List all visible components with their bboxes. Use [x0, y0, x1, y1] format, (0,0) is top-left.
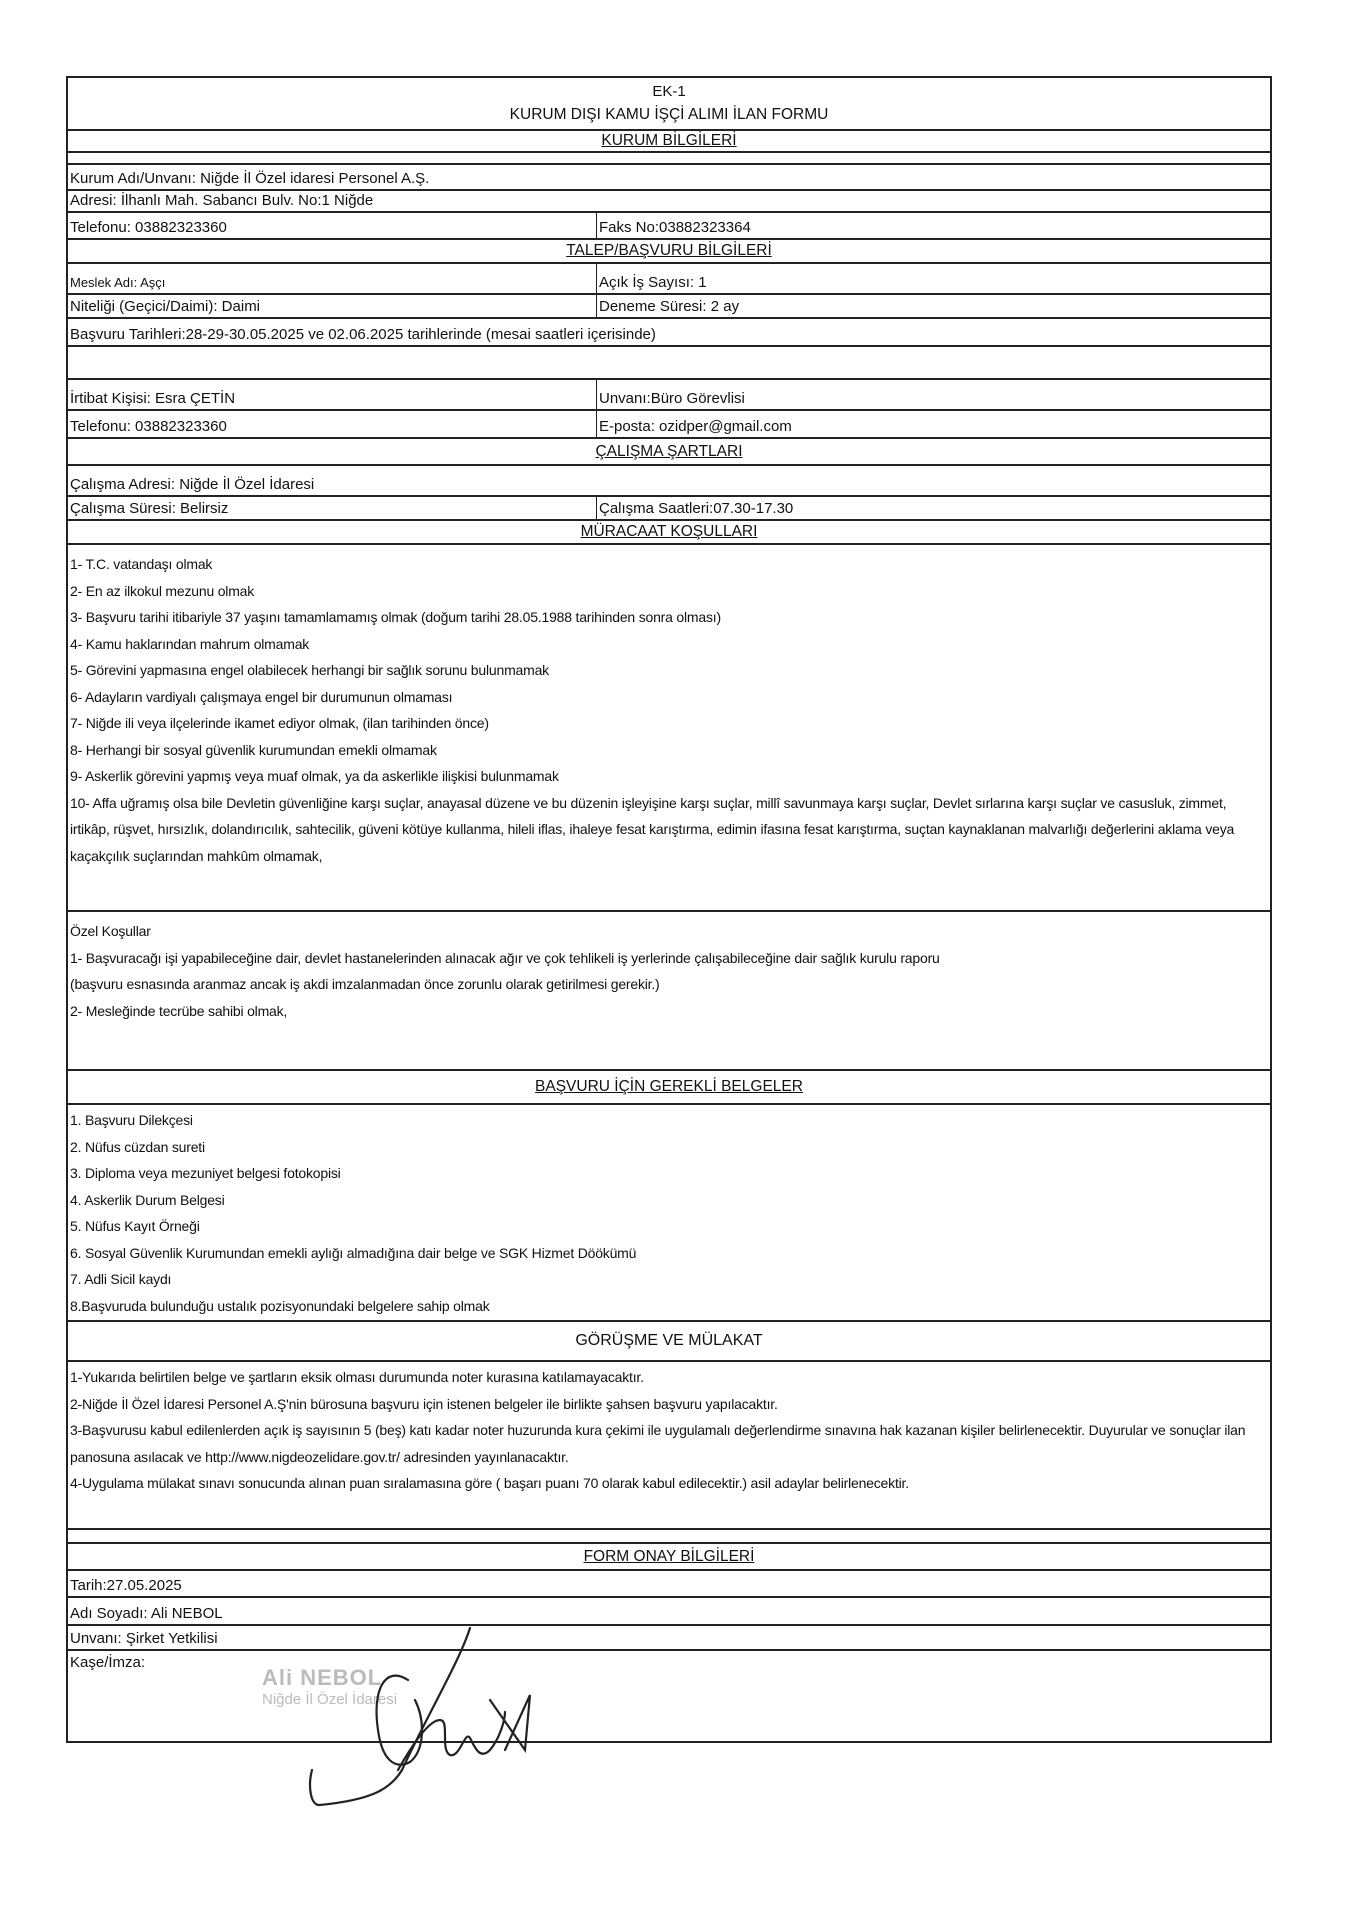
document-item: 5. Nüfus Kayıt Örneği: [70, 1218, 200, 1235]
open-positions: Açık İş Sayısı: 1: [599, 273, 707, 291]
job-posting-form: [66, 76, 1272, 1743]
work-duration-row: [68, 497, 1270, 521]
special-condition-item: 1- Başvuracağı işi yapabileceğine dair, devlet hastanelerinden alınacak ağır ve çok tehlikeli iş yerlerinde çalışabileceğine dair sağlık kurulu raporu: [70, 949, 940, 966]
annex-label: EK-1: [652, 82, 686, 100]
documents-list: [68, 1105, 1270, 1322]
approver-name: Adı Soyadı: Ali NEBOL: [70, 1604, 223, 1622]
section-title: GÖRÜŞME VE MÜLAKAT: [575, 1331, 763, 1349]
section-header-gorusme: [68, 1322, 1270, 1362]
section-title: ÇALIŞMA ŞARTLARI: [595, 442, 743, 460]
condition-item: 3- Başvuru tarihi itibariyle 37 yaşını tamamlamamış olmak (doğum tarihi 28.05.1988 tarihinden sonra olması): [70, 609, 721, 626]
document-item: 4. Askerlik Durum Belgesi: [70, 1191, 225, 1208]
contact-phone-row: [68, 411, 1270, 439]
institution-name-row: [68, 165, 1270, 191]
contact-title: Unvanı:Büro Görevlisi: [599, 389, 745, 407]
phone-fax-row: [68, 213, 1270, 240]
date-row: [68, 1571, 1270, 1598]
spacer-row: [68, 153, 1270, 165]
condition-item: 6- Adayların vardiyalı çalışmaya engel bir durumunun olmaması: [70, 688, 453, 705]
approval-date: Tarih:27.05.2025: [70, 1576, 182, 1594]
interview-item: 1-Yukarıda belirtilen belge ve şartların eksik olması durumunda noter kurasına katılamayacaktır.: [70, 1369, 644, 1386]
document-item: 8.Başvuruda bulunduğu ustalık pozisyonundaki belgelere sahip olmak: [70, 1297, 490, 1314]
document-item: 1. Başvuru Dilekçesi: [70, 1112, 193, 1129]
form-title: KURUM DIŞI KAMU İŞÇİ ALIMI İLAN FORMU: [509, 106, 829, 124]
document-item: 3. Diploma veya mezuniyet belgesi fotokopisi: [70, 1165, 341, 1182]
form-title-block: [68, 78, 1270, 131]
section-header-belgeler: [68, 1071, 1270, 1105]
institution-name: Kurum Adı/Unvanı: Niğde İl Özel idaresi Personel A.Ş.: [70, 169, 430, 187]
occupation: Meslek Adı: Aşçı: [70, 275, 166, 291]
spacer-row: [68, 1530, 1270, 1544]
section-title: FORM ONAY BİLGİLERİ: [583, 1547, 755, 1565]
interview-list: [68, 1362, 1270, 1530]
condition-item: 4- Kamu haklarından mahrum olmamak: [70, 635, 310, 652]
special-conditions-title: Özel Koşullar: [70, 923, 151, 940]
institution-address-row: [68, 191, 1270, 213]
stamp-signature-label: Kaşe/İmza:: [70, 1654, 146, 1671]
section-title: BAŞVURU İÇİN GEREKLİ BELGELER: [535, 1078, 803, 1096]
condition-item: 1- T.C. vatandaşı olmak: [70, 556, 213, 573]
name-row: [68, 1598, 1270, 1626]
work-address: Çalışma Adresi: Niğde İl Özel İdaresi: [70, 475, 315, 493]
section-header-onay: [68, 1544, 1270, 1571]
section-header-talep: [68, 240, 1270, 264]
interview-item: 2-Niğde İl Özel İdaresi Personel A.Ş'nin bürosuna başvuru için istenen belgeler ile birlikte şahsen başvuru yapılacaktır.: [70, 1395, 778, 1412]
contact-person: İrtibat Kişisi: Esra ÇETİN: [70, 389, 236, 407]
contact-email: E-posta: ozidper@gmail.com: [599, 417, 792, 435]
application-dates-row: [68, 319, 1270, 347]
section-header-calisma: [68, 439, 1270, 466]
occupation-row: [68, 264, 1270, 295]
interview-item: 4-Uygulama mülakat sınavı sonucunda alınan puan sıralamasına göre ( başarı puanı 70 olarak kabul edilecektir.) asil adaylar belirlenecektir.: [70, 1475, 909, 1492]
interview-item: 3-Başvurusu kabul edilenlerden açık iş sayısının 5 (beş) katı kadar noter huzurunda kura çekimi ile uygulamalı değerlendirme sınavına hak kazanan kişiler belirlenecektir. Duyurular ve sonuçlar ilan panosuna asılacak ve http://www.nigdeozelidare.gov.tr/ adresinden yayınlanacaktır.: [70, 1422, 1246, 1465]
condition-item: 2- En az ilkokul mezunu olmak: [70, 582, 255, 599]
special-condition-item: 2- Mesleğinde tecrübe sahibi olmak,: [70, 1002, 288, 1019]
section-title: KURUM BİLGİLERİ: [601, 132, 737, 150]
condition-item: 9- Askerlik görevini yapmış veya muaf olmak, ya da askerlikle ilişkisi bulunmamak: [70, 768, 559, 785]
institution-fax: Faks No:03882323364: [599, 218, 751, 236]
contact-phone: Telefonu: 03882323360: [70, 417, 227, 435]
stamp-signature-row: [68, 1651, 1270, 1743]
spacer-row: [68, 347, 1270, 380]
document-item: 7. Adli Sicil kaydı: [70, 1271, 172, 1288]
conditions-list: [68, 545, 1270, 912]
condition-item: 10- Affa uğramış olsa bile Devletin güvenliğine karşı suçlar, anayasal düzene ve bu düzenin işleyişine karşı suçlar, millî savunmaya karşı suçlar, Devlet sırlarına karşı suçlar ve casusluk, zimmet, irtikâp, rüşvet, hırsızlık, dolandırıcılık, sahtecilik, güveni kötüye kullanma, hileli iflas, ihaleye fesat karıştırma, edimin ifasına fesat karıştırma, suçtan kaynaklanan malvarlığı değerlerini aklama veya kaçakçılık suçlarından mahkûm olmamak,: [70, 794, 1235, 864]
institution-phone: Telefonu: 03882323360: [70, 218, 227, 236]
section-header-kurum: [68, 131, 1270, 153]
special-condition-item: (başvuru esnasında aranmaz ancak iş akdi imzalanmadan önce zorunlu olarak getirilmesi gerekir.): [70, 976, 660, 993]
stamp-line: Ali NEBOL: [262, 1665, 383, 1690]
condition-item: 8- Herhangi bir sosyal güvenlik kurumundan emekli olmamak: [70, 741, 437, 758]
work-address-row: [68, 466, 1270, 497]
condition-item: 7- Niğde ili veya ilçelerinde ikamet ediyor olmak, (ilan tarihinden önce): [70, 715, 489, 732]
section-title: MÜRACAAT KOŞULLARI: [580, 523, 758, 541]
signature: [290, 1620, 610, 1810]
section-title: TALEP/BAŞVURU BİLGİLERİ: [566, 242, 772, 260]
work-hours: Çalışma Saatleri:07.30-17.30: [599, 499, 794, 517]
approver-title: Unvanı: Şirket Yetkilisi: [70, 1629, 218, 1647]
special-conditions: [68, 912, 1270, 1071]
job-nature: Niteliği (Geçici/Daimi): Daimi: [70, 297, 261, 315]
condition-item: 5- Görevini yapmasına engel olabilecek herhangi bir sağlık sorunu bulunmamak: [70, 662, 549, 679]
probation-period: Deneme Süresi: 2 ay: [599, 297, 740, 315]
document-item: 2. Nüfus cüzdan sureti: [70, 1138, 205, 1155]
contact-row: [68, 380, 1270, 411]
institution-address: Adresi: İlhanlı Mah. Sabancı Bulv. No:1 Niğde: [70, 191, 374, 209]
section-header-muracaat: [68, 521, 1270, 545]
document-item: 6. Sosyal Güvenlik Kurumundan emekli aylığı almadığına dair belge ve SGK Hizmet Döökümü: [70, 1244, 637, 1261]
stamp-line: Niğde İl Özel İdaresi: [262, 1691, 398, 1709]
title-row: [68, 1626, 1270, 1651]
work-duration: Çalışma Süresi: Belirsiz: [70, 499, 229, 517]
application-dates: Başvuru Tarihleri:28-29-30.05.2025 ve 02.06.2025 tarihlerinde (mesai saatleri içerisinde): [70, 325, 656, 343]
nature-row: [68, 295, 1270, 319]
